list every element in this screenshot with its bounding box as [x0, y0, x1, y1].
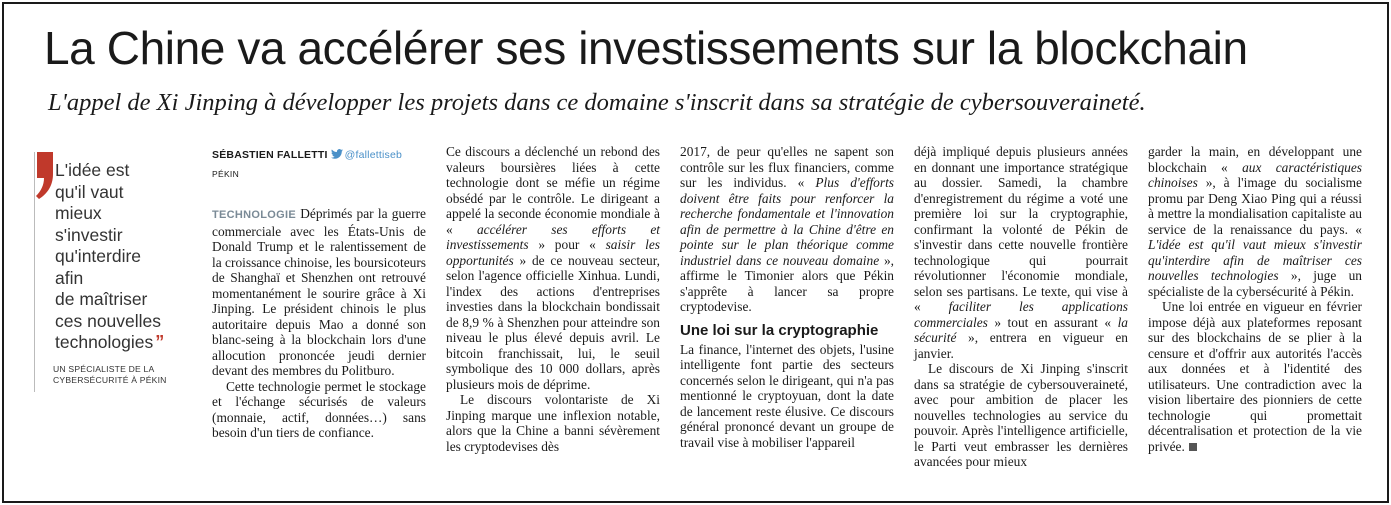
italic-quote: saisir les opportunités	[446, 237, 660, 268]
pull-quote-line	[55, 332, 185, 354]
end-of-article-square-icon	[1189, 443, 1197, 451]
pull-quote-line: mieux	[55, 203, 102, 223]
pull-quote-line-text: technologies	[55, 332, 154, 352]
paragraph-text: », entrera en vigueur en janvier.	[914, 330, 1128, 361]
paragraph	[212, 206, 426, 379]
twitter-handle[interactable]: @fallettiseb	[344, 149, 403, 161]
pull-quote-attribution-line: CYBERSÉCURITÉ À PÉKIN	[53, 375, 167, 385]
pull-quote-line: L'idée est	[55, 160, 130, 180]
pull-quote-attribution	[53, 364, 193, 386]
paragraph-text: déjà impliqué depuis plusieurs années en donnant une importance stratégique au dossier. Samedi, la chambre d'enregistrement du régime a voté une première loi sur la cryptographie, confirmant la volonté de Pékin de s'investir dans cette nouvelle frontière technologique qui pourrait révolutionner l'économie mondiale, selon ses partisans. Le texte, qui vise à «	[914, 144, 1128, 314]
paragraph-text: 2017, de peur qu'elles ne sapent son contrôle sur les flux financiers, comme sur les individus. «	[680, 144, 894, 190]
paragraph-text: Une loi entrée en vigueur en février impose déjà aux plateformes reposant sur des blockchains de se plier à la censure et d'offrir aux autorités l'accès aux données et à l'identité des utilisateurs. Une contradiction avec la vision libertaire des pionniers de cette technologie qui promettait décentralisation et protection de la vie privée.	[1148, 299, 1362, 454]
paragraph-text: Ce discours a déclenché un rebond des valeurs boursières liées à cette technologie dont se méfie un régime obsédé par le contrôle. Le dirigeant a appelé la seconde économie mondiale à «	[446, 144, 660, 237]
section-subheading: Une loi sur la cryptographie	[680, 321, 879, 339]
pull-quote-line: afin	[55, 267, 84, 288]
subheadline: L'appel de Xi Jinping à développer les projets dans ce domaine s'inscrit dans sa stratégie de cybersouveraineté.	[48, 89, 1146, 116]
paragraph: La finance, l'internet des objets, l'usine intelligente font partie des secteurs concernés selon le dirigeant, qui n'a pas mentionné le cryptoyuan, dont la date de lancement reste élusive. Ce discours général prononcé devant un groupe de travail vise à mobiliser l'appareil	[680, 341, 894, 450]
pull-quote-text	[55, 160, 185, 354]
paragraph-text: Déprimés par la guerre commerciale avec les États-Unis de Donald Trump et le ralentissement de la croissance chinoise, les boursicoteurs de Shanghaï et Shenzhen ont retrouvé momentanément le sourire grâce à Xi Jinping. Le président chinois le plus autoritaire depuis Mao a donné son blanc-seing à la blockchain lors d'une allocution prononcée jeudi dernier devant des membres du Politburo.	[212, 206, 426, 378]
paragraph: Le discours volontariste de Xi Jinping marque une inflexion notable, alors que la Chine a banni sévèrement les cryptodevises dès	[446, 392, 660, 454]
paragraph	[446, 144, 660, 392]
paragraph-text: garder la main, en développant une blockchain «	[1148, 144, 1362, 175]
italic-quote: faciliter les applications commerciales	[914, 299, 1128, 330]
italic-quote: aux caractéristiques chinoises	[1148, 159, 1363, 190]
italic-quote: la sécurité	[914, 314, 1128, 345]
twitter-bird-icon	[331, 149, 343, 159]
paragraph-text: » tout en assurant «	[987, 314, 1118, 330]
author-name: SÉBASTIEN FALLETTI	[212, 149, 328, 161]
quote-mark-icon	[35, 152, 57, 200]
paragraph-text: », juge un spécialiste de la cybersécurité à Pékin.	[1148, 268, 1362, 299]
pull-quote-line: ces nouvelles	[55, 310, 162, 331]
headline: La Chine va accélérer ses investissements sur la blockchain	[44, 22, 1248, 74]
pull-quote-line: qu'il vaut	[55, 181, 124, 202]
italic-quote: L'idée est qu'il vaut mieux s'investir qu'interdire afin de maîtriser ces nouvelles technologies	[1148, 237, 1362, 283]
column-2	[446, 144, 660, 454]
section-rubric: TECHNOLOGIE	[212, 209, 296, 221]
pull-quote	[34, 152, 184, 392]
column-3	[680, 144, 894, 450]
italic-quote: accélérer ses efforts et investissements	[446, 221, 661, 252]
paragraph-text: » pour «	[528, 237, 606, 252]
column-4	[914, 144, 1128, 470]
paragraph-text: », à l'image du socialisme promu par Deng Xiao Ping qui a réussi à mettre la mondialisation capitaliste au service de la renaissance du pays. «	[1148, 175, 1362, 237]
paragraph	[914, 144, 1128, 361]
column-5	[1148, 144, 1362, 454]
pull-quote-attribution-line: UN SPÉCIALISTE DE LA	[53, 364, 155, 374]
paragraph: Cette technologie permet le stockage et l'échange sécurisés de valeurs (monnaie, actif, données…) sans besoin d'un tiers de confiance.	[212, 378, 426, 440]
article-frame	[2, 2, 1389, 503]
dateline-place: PÉKIN	[212, 168, 240, 179]
paragraph-text: », affirme le Timonier alors que Pékin s'apprête à lancer sa propre cryptodevise.	[680, 252, 895, 314]
paragraph	[1148, 144, 1362, 299]
paragraph	[1148, 299, 1362, 454]
pull-quote-line: de maîtriser	[55, 289, 148, 309]
pull-quote-line: s'investir	[55, 224, 123, 245]
byline	[212, 148, 426, 164]
closing-quote-mark: ”	[155, 332, 165, 352]
paragraph: Le discours de Xi Jinping s'inscrit dans sa stratégie de cybersouveraineté, avec pour ambition de placer les nouvelles technologies au service du pouvoir. Après l'intelligence artificielle, le Parti veut embrasser les dernières avancées pour mieux	[914, 361, 1128, 469]
paragraph	[680, 144, 894, 315]
italic-quote: Plus d'efforts doivent être faits pour renforcer la recherche fondamentale et l'innovation afin de permettre à la Chine d'être en pointe sur le plan théorique comme industriel dans ce nouveau domaine	[680, 175, 895, 268]
pull-quote-line: qu'interdire	[55, 246, 142, 266]
column-1	[212, 144, 426, 441]
paragraph-text: » de ce nouveau secteur, selon l'agence officielle Xinhua. Lundi, l'index des actions d'entreprises investies dans la blockchain bondissait de 8,9 % à Shenzhen pour atteindre son niveau le plus élevé depuis avril. Le bitcoin franchissait, lui, le seuil symbolique des 10 000 dollars, après plusieurs mois de déprime.	[446, 252, 660, 392]
